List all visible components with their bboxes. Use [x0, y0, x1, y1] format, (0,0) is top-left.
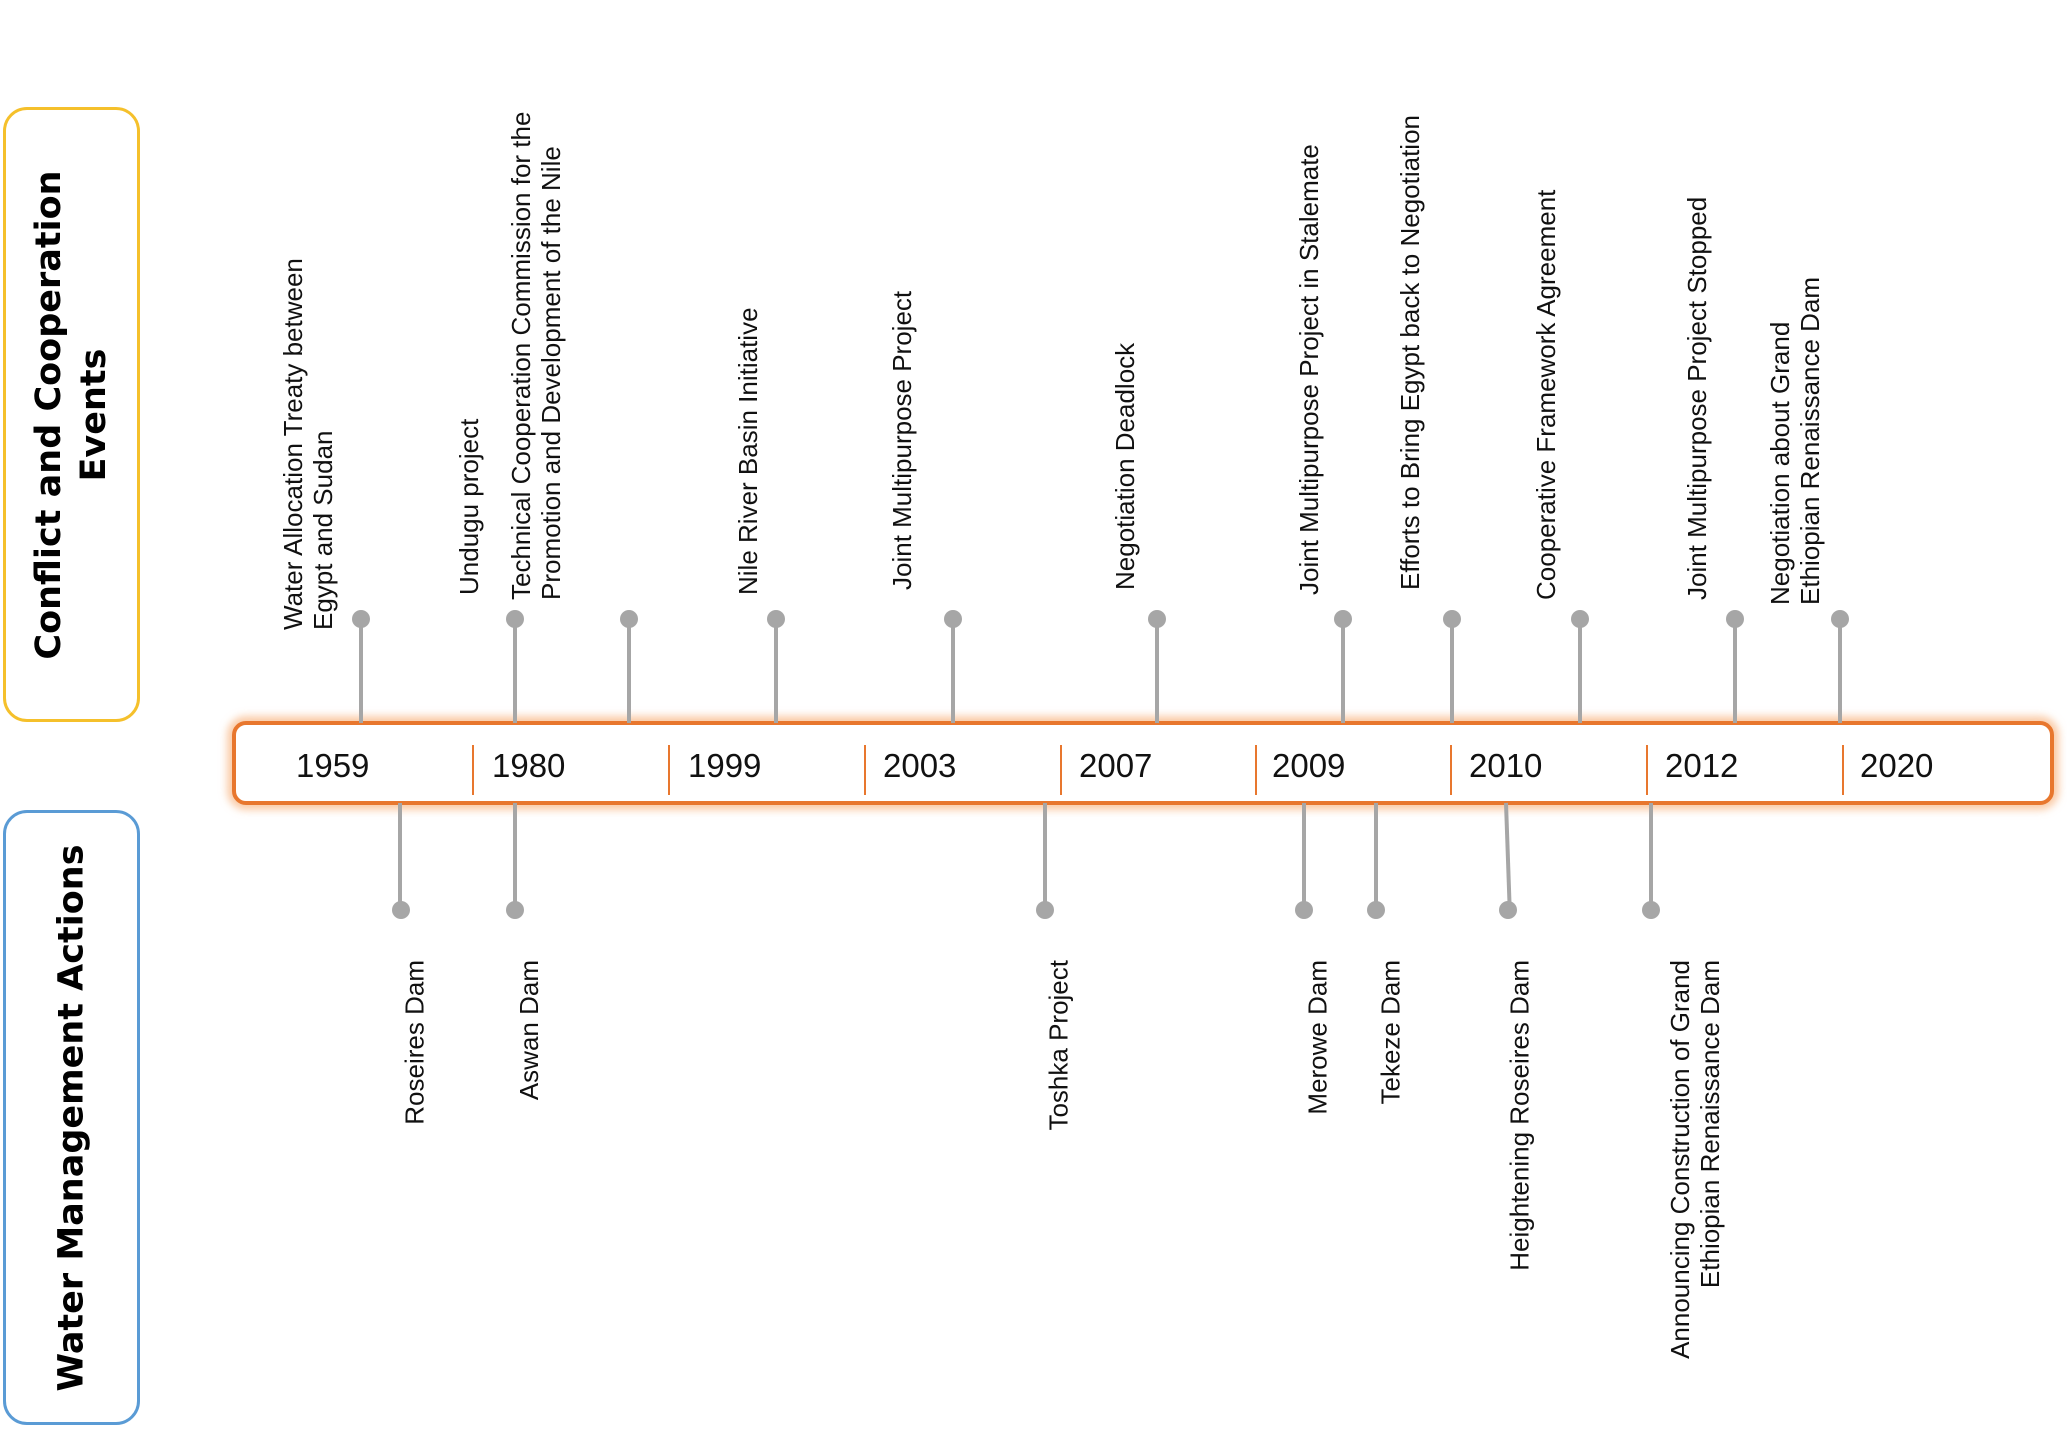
year-divider	[1646, 745, 1648, 795]
action-label	[1303, 960, 1333, 1115]
action-label	[514, 960, 544, 1100]
year-label: 2010	[1469, 747, 1543, 784]
year-label: 1999	[688, 747, 762, 784]
action-label	[400, 960, 430, 1125]
action-label-line: Aswan Dam	[514, 960, 544, 1101]
action-pin-line	[1649, 803, 1653, 910]
water-management-title-line: Water Management Actions	[51, 843, 91, 1392]
year-label: 1980	[492, 747, 566, 784]
year-divider	[1842, 745, 1844, 795]
action-label-line: Heightening Roseires Dam	[1505, 960, 1535, 1271]
action-label	[1665, 960, 1725, 1359]
action-pin-line	[1504, 803, 1512, 910]
action-label-line: Merowe Dam	[1303, 960, 1333, 1115]
action-label-line: Tekeze Dam	[1375, 960, 1405, 1105]
action-pin-line	[398, 803, 402, 910]
event-label	[733, 307, 763, 595]
event-pin-line	[1578, 620, 1582, 723]
action-pin-dot	[506, 901, 524, 919]
event-label	[278, 258, 338, 630]
event-pin-dot	[506, 610, 524, 628]
event-pin-line	[774, 620, 778, 723]
event-label-line: Cooperative Framework Agreement	[1531, 189, 1561, 600]
action-pin-line	[1302, 803, 1306, 910]
event-label-line: Water Allocation Treaty between	[278, 258, 308, 630]
event-pin-dot	[944, 610, 962, 628]
action-pin-line	[1374, 803, 1378, 910]
conflict-cooperation-title-line: Events	[73, 348, 114, 481]
action-label-line: Ethiopian Renaissance Dam	[1695, 960, 1725, 1289]
event-label-line: Promotion and Development of the Nile	[536, 146, 566, 600]
event-label-line: Undugu project	[454, 418, 484, 595]
event-label	[454, 419, 484, 595]
event-pin-line	[951, 620, 955, 723]
action-pin-dot	[392, 901, 410, 919]
year-divider	[1450, 745, 1452, 795]
event-pin-line	[1838, 620, 1842, 723]
action-label	[1044, 960, 1074, 1131]
action-label-line: Toshka Project	[1044, 960, 1074, 1131]
event-label	[1110, 343, 1140, 590]
event-label-line: Negotiation about Grand	[1765, 321, 1795, 605]
event-label	[1765, 277, 1825, 605]
year-label: 2007	[1079, 747, 1153, 784]
event-label-line: Joint Multipurpose Project Stopped	[1682, 196, 1712, 600]
event-label-line: Joint Multipurpose Project in Stalemate	[1294, 144, 1324, 595]
event-label	[1395, 115, 1425, 590]
year-divider	[864, 745, 866, 795]
event-label	[887, 291, 917, 590]
conflict-cooperation-panel	[3, 107, 140, 722]
event-pin-dot	[620, 610, 638, 628]
event-pin-dot	[1726, 610, 1744, 628]
year-divider	[1060, 745, 1062, 795]
action-pin-line	[513, 803, 517, 910]
event-label-line: Efforts to Bring Egypt back to Negotiation	[1395, 114, 1425, 590]
event-label-line: Joint Multipurpose Project	[887, 290, 917, 590]
water-management-title	[49, 844, 94, 1391]
event-pin-dot	[352, 610, 370, 628]
event-label-line: Technical Cooperation Commission for the	[506, 111, 536, 600]
conflict-cooperation-title-line: Conflict and Cooperation	[28, 169, 69, 660]
action-label	[1505, 960, 1535, 1271]
event-pin-dot	[1148, 610, 1166, 628]
action-pin-dot	[1036, 901, 1054, 919]
event-label	[1531, 190, 1561, 600]
action-pin-dot	[1642, 901, 1660, 919]
year-divider	[472, 745, 474, 795]
event-label-line: Negotiation Deadlock	[1110, 342, 1140, 590]
event-pin-line	[1155, 620, 1159, 723]
action-pin-dot	[1499, 901, 1517, 919]
year-divider	[1255, 745, 1257, 795]
event-label	[1294, 144, 1324, 595]
year-label: 1959	[296, 747, 370, 784]
event-label-line: Ethiopian Renaissance Dam	[1795, 276, 1825, 605]
event-pin-line	[627, 620, 631, 723]
event-label	[506, 112, 566, 600]
action-label-line: Roseires Dam	[400, 960, 430, 1125]
action-label	[1375, 960, 1405, 1105]
event-pin-line	[1733, 620, 1737, 723]
action-pin-line	[1043, 803, 1047, 910]
action-label-line: Announcing Construction of Grand	[1665, 960, 1695, 1359]
event-pin-dot	[1443, 610, 1461, 628]
event-pin-line	[1341, 620, 1345, 723]
event-pin-line	[1450, 620, 1454, 723]
event-pin-dot	[1831, 610, 1849, 628]
event-pin-line	[359, 620, 363, 723]
year-label: 2012	[1665, 747, 1739, 784]
action-pin-dot	[1367, 901, 1385, 919]
event-label-line: Nile River Basin Initiative	[733, 307, 763, 595]
year-divider	[668, 745, 670, 795]
event-pin-dot	[1571, 610, 1589, 628]
event-pin-line	[513, 620, 517, 723]
event-pin-dot	[767, 610, 785, 628]
event-pin-dot	[1334, 610, 1352, 628]
water-management-panel	[3, 810, 140, 1425]
year-label: 2003	[883, 747, 957, 784]
year-label: 2020	[1860, 747, 1934, 784]
conflict-cooperation-title	[27, 170, 117, 659]
year-label: 2009	[1272, 747, 1346, 784]
event-label-line: Egypt and Sudan	[308, 430, 338, 630]
event-label	[1682, 197, 1712, 600]
action-pin-dot	[1295, 901, 1313, 919]
